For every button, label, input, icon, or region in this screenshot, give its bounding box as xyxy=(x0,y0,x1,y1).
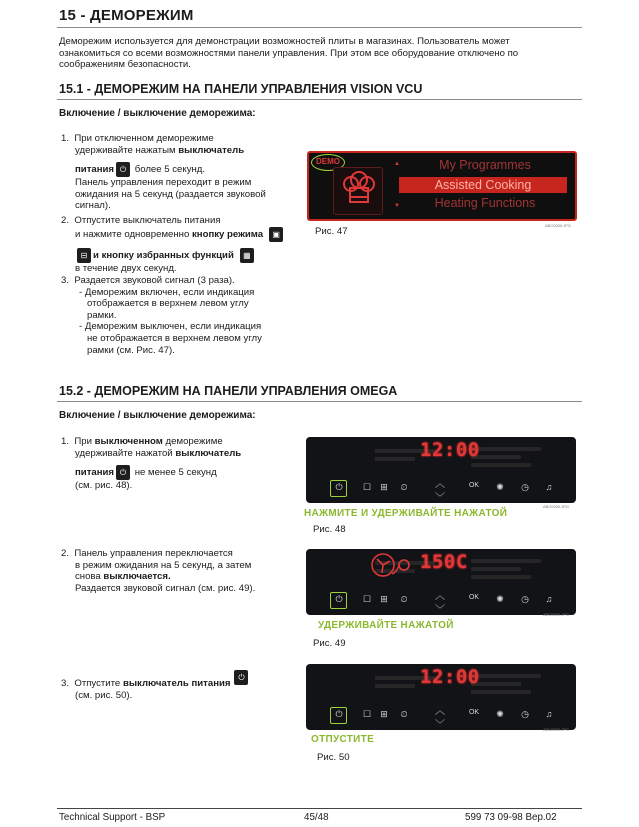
page-number: 45/48 xyxy=(304,812,329,823)
power-button-highlight xyxy=(330,592,347,609)
power-icon[interactable]: ⏻ xyxy=(335,482,343,492)
scroll-up-icon: ▲ xyxy=(394,161,400,167)
image-code: ABC0000.JPG xyxy=(543,727,570,732)
menu-icon[interactable]: ⊞ xyxy=(380,709,388,719)
s2-step-2: 2. Панель управления переключается в режим ожидания на 5 секунд, а затем снова выключается. Раздается звуковой сигнал (см. рис. 49). xyxy=(61,548,256,594)
section-rule xyxy=(57,401,582,402)
figure-47-caption: Рис. 47 xyxy=(315,226,348,237)
up-icon[interactable]: ︿ xyxy=(435,479,445,490)
chef-hat-icon xyxy=(333,167,383,215)
lamp-icon[interactable]: ✺ xyxy=(496,709,504,719)
display-ghost-segment xyxy=(471,575,531,579)
panel-action-caption: ОТПУСТИТЕ xyxy=(311,734,375,745)
display-ghost-segment xyxy=(471,559,541,563)
figure-caption: Рис. 48 xyxy=(313,524,346,535)
ok-icon[interactable]: OK xyxy=(468,709,480,716)
menu-item-heating-functions: Heating Functions xyxy=(434,196,536,210)
display-ghost-segment xyxy=(375,457,415,461)
vision-vcu-screen xyxy=(307,151,577,221)
s1-step-2: 2. Отпустите выключатель питания и нажмите одновременно кнопку режима ▣ ⊟ и кнопку избранных функций ▦ в течение двух секунд. xyxy=(61,215,301,274)
down-icon[interactable]: ﹀ xyxy=(435,493,445,504)
section-15-1-heading: 15.1 - ДЕМОРЕЖИМ НА ПАНЕЛИ УПРАВЛЕНИЯ VISION VCU xyxy=(59,82,423,96)
display-ghost-segment xyxy=(471,674,541,678)
power-icon[interactable]: ⏻ xyxy=(335,709,343,719)
power-icon: ⏻ xyxy=(116,465,130,480)
clock-icon[interactable]: ◷ xyxy=(521,709,529,719)
fan-icon xyxy=(370,552,416,578)
footer-left: Technical Support - BSP xyxy=(59,812,166,823)
power-icon: ⏻ xyxy=(234,670,248,685)
intro-text: Деморежим используется для демонстрации возможностей плиты в магазинах. Пользователь может ознакомиться со всеми возможностями панели управления. При этом все оборудование отключено по соображениям безопасности. xyxy=(59,36,519,71)
section-15-2-heading: 15.2 - ДЕМОРЕЖИМ НА ПАНЕЛИ УПРАВЛЕНИЯ OMEGA xyxy=(59,384,398,398)
menu-item-assisted-cooking: Assisted Cooking xyxy=(399,177,567,193)
section-rule xyxy=(57,99,582,100)
footer-rule xyxy=(57,808,582,809)
clock-icon[interactable]: ◷ xyxy=(521,482,529,492)
image-code: ABC0000.JPG xyxy=(543,612,570,617)
power-icon: ⏻ xyxy=(116,162,130,177)
display-value: 12:00 xyxy=(420,439,480,461)
mode-button-icon: ▣ xyxy=(269,227,283,242)
omega-control-panel xyxy=(306,664,576,730)
figure-caption: Рис. 49 xyxy=(313,638,346,649)
panel-action-caption: НАЖМИТЕ И УДЕРЖИВАЙТЕ НАЖАТОЙ xyxy=(304,508,508,519)
down-icon[interactable]: ﹀ xyxy=(435,605,445,616)
light-icon[interactable]: ☐ xyxy=(362,594,372,604)
favourites-icon: ▦ xyxy=(240,248,254,263)
s2-step-1: 1. При выключенном деморежиме удерживайте нажатой выключатель питания ⏻ не менее 5 секунд (см. рис. 48). xyxy=(61,436,242,492)
panel-action-caption: УДЕРЖИВАЙТЕ НАЖАТОЙ xyxy=(318,620,454,631)
demo-indicator: DEMO xyxy=(316,157,340,166)
display-ghost-segment xyxy=(375,684,415,688)
scroll-down-icon: ▼ xyxy=(394,203,400,209)
ok-icon[interactable]: OK xyxy=(468,482,480,489)
display-ghost-segment xyxy=(471,447,541,451)
figure-caption: Рис. 50 xyxy=(317,752,350,763)
s2-step-3: 3. Отпустите выключатель питания⏻ (см. рис. 50). xyxy=(61,670,301,701)
power-icon[interactable]: ⏻ xyxy=(335,594,343,604)
omega-control-panel xyxy=(306,549,576,615)
timer-icon[interactable]: ⏲ xyxy=(400,482,408,492)
down-icon[interactable]: ﹀ xyxy=(435,720,445,731)
display-value: 150C xyxy=(420,551,468,573)
s1-step-3: 3. Раздается звуковой сигнал (3 раза). - Деморежим включен, если индикация отображается в верхнем левом углу рамки. - Деморежим выключен, если индикация не отображается в верхнем левом углу рамки (см. Рис. 47). xyxy=(61,275,262,356)
bell-icon[interactable]: ♫ xyxy=(545,482,553,492)
s1-subheading: Включение / выключение деморежима: xyxy=(59,108,256,119)
timer-icon[interactable]: ⏲ xyxy=(400,709,408,719)
lamp-icon[interactable]: ✺ xyxy=(496,482,504,492)
light-icon[interactable]: ☐ xyxy=(362,482,372,492)
image-code: ABC0000.JPG xyxy=(543,504,570,509)
light-icon[interactable]: ☐ xyxy=(362,709,372,719)
page-title: 15 - ДЕМОРЕЖИМ xyxy=(59,7,194,24)
ok-icon[interactable]: OK xyxy=(468,594,480,601)
menu-item-my-programmes: My Programmes xyxy=(439,158,531,172)
s1-step-1: 1. При отключенном деморежиме удерживайте нажатым выключатель питания ⏻ более 5 секунд. Панель управления переходит в режим ожидания на 5 секунд (раздается звуковой сигнал). xyxy=(61,133,266,212)
up-icon[interactable]: ︿ xyxy=(435,706,445,717)
display-ghost-segment xyxy=(471,463,531,467)
display-ghost-segment xyxy=(471,567,521,571)
power-button-highlight xyxy=(330,707,347,724)
power-button-highlight xyxy=(330,480,347,497)
image-code: ABC0000.JPG xyxy=(545,223,572,228)
up-icon[interactable]: ︿ xyxy=(435,591,445,602)
s2-subheading: Включение / выключение деморежима: xyxy=(59,410,256,421)
footer-right: 599 73 09-98 Вер.02 xyxy=(465,812,557,823)
bell-icon[interactable]: ♫ xyxy=(545,594,553,604)
display-value: 12:00 xyxy=(420,666,480,688)
display-ghost-segment xyxy=(471,690,531,694)
title-rule xyxy=(57,27,582,28)
clock-icon[interactable]: ◷ xyxy=(521,594,529,604)
bell-icon[interactable]: ♫ xyxy=(545,709,553,719)
menu-icon[interactable]: ⊞ xyxy=(380,482,388,492)
lamp-icon[interactable]: ✺ xyxy=(496,594,504,604)
menu-icon[interactable]: ⊞ xyxy=(380,594,388,604)
omega-control-panel xyxy=(306,437,576,503)
mode-icon: ⊟ xyxy=(77,248,91,263)
timer-icon[interactable]: ⏲ xyxy=(400,594,408,604)
